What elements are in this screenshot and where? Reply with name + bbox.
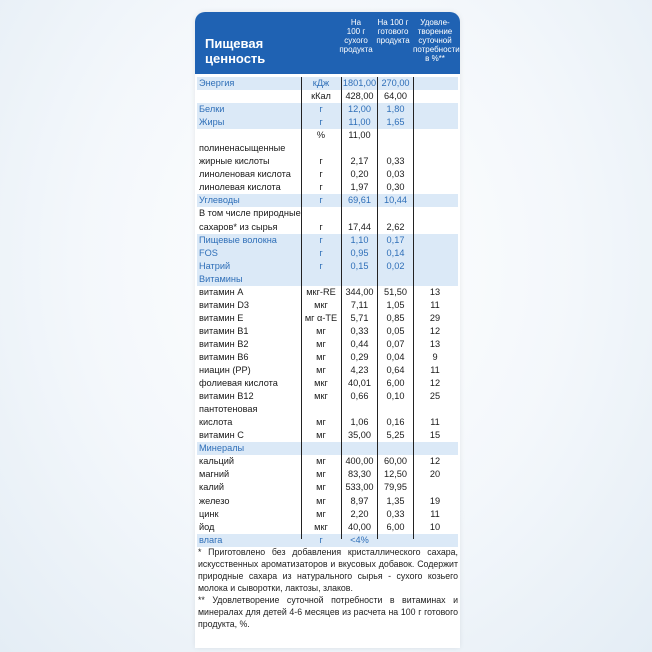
value-ready: 1,80 — [386, 104, 405, 115]
row-unit: мкг — [314, 378, 328, 389]
value-ready: 0,30 — [386, 182, 405, 193]
row-name: витамин А — [199, 286, 244, 297]
column-header-dry: На 100 г сухого продукта — [339, 18, 373, 54]
value-ready: 0,03 — [386, 169, 405, 180]
row-name: кальций — [199, 456, 235, 467]
value-daily: 13 — [429, 286, 441, 297]
table-row — [197, 207, 458, 220]
column-header-ready: На 100 г готового продукта — [376, 18, 410, 45]
value-daily: 11 — [430, 365, 440, 376]
row-unit: г — [319, 182, 323, 193]
column-header-daily: Удовле- творение суточной потребности в %** — [413, 18, 460, 63]
table-row — [197, 129, 458, 142]
value-daily: 12 — [429, 456, 441, 467]
row-unit: мг — [316, 417, 326, 428]
value-ready: 5,25 — [386, 430, 405, 441]
table-row — [197, 495, 458, 508]
value-dry: 400,00 — [345, 456, 374, 467]
value-daily: 29 — [429, 312, 441, 323]
row-name: сахаров* из сырья — [199, 221, 278, 232]
value-daily: 12 — [429, 325, 441, 336]
value-ready: 79,95 — [384, 482, 407, 493]
footnotes — [198, 546, 458, 630]
value-ready: 64,00 — [384, 91, 407, 102]
row-unit: кКал — [311, 91, 331, 102]
value-ready: 1,05 — [386, 299, 405, 310]
table-row — [197, 286, 458, 299]
row-name: железо — [199, 495, 230, 506]
value-dry: 0,95 — [350, 247, 369, 258]
row-name: Энергия — [199, 78, 235, 88]
value-ready: 1,35 — [386, 495, 405, 506]
table-header — [195, 12, 460, 74]
column-divider — [377, 77, 378, 539]
value-ready: 1,65 — [386, 117, 405, 128]
value-dry: 0,44 — [350, 338, 369, 349]
value-daily: 9 — [432, 351, 438, 362]
row-unit: мг — [316, 456, 326, 467]
value-daily: 12 — [429, 378, 441, 389]
row-name: линолевая кислота — [199, 182, 281, 193]
row-unit: мкг — [314, 391, 328, 402]
value-ready: 0,07 — [386, 338, 405, 349]
row-name: витамин В2 — [199, 338, 249, 349]
value-ready: 6,00 — [386, 521, 405, 532]
value-daily: 11 — [430, 299, 440, 310]
row-unit: г — [319, 169, 323, 180]
table-row — [197, 299, 458, 312]
row-name: кислота — [199, 417, 233, 428]
value-daily: 25 — [429, 391, 441, 402]
table-row — [197, 103, 458, 116]
value-dry: 0,33 — [350, 325, 369, 336]
value-dry: 0,66 — [350, 391, 369, 402]
table-row — [197, 260, 458, 273]
value-dry: 17,44 — [348, 221, 371, 232]
value-ready: 0,10 — [386, 391, 405, 402]
row-unit: мг — [316, 482, 326, 493]
row-unit: г — [319, 260, 323, 271]
value-dry: 12,00 — [348, 104, 371, 115]
value-dry: 2,20 — [350, 508, 369, 519]
table-row — [197, 481, 458, 494]
table-row — [197, 168, 458, 181]
table-row — [197, 116, 458, 129]
table-row — [197, 390, 458, 403]
footnote-1: * Приготовлено без добавления кристаллического сахара, искусственных ароматизаторов и вкусовых добавок. Содержит природные сахара из натурального сырья - сухого козьего молока и сыворотки, лактозы, злаков. — [198, 547, 458, 593]
table-row — [197, 312, 458, 325]
row-name: Минералы — [199, 443, 245, 454]
table-row — [197, 142, 458, 155]
row-name: линоленовая кислота — [199, 169, 291, 180]
row-unit: мг — [316, 508, 326, 519]
value-ready: 12,50 — [384, 469, 407, 480]
row-name: Жиры — [199, 117, 225, 128]
table-row — [197, 181, 458, 194]
row-unit: мкг — [314, 521, 328, 532]
column-divider — [413, 77, 414, 539]
row-unit: мг — [316, 338, 326, 349]
value-daily: 15 — [429, 430, 441, 441]
row-name: витамин Е — [199, 312, 244, 323]
value-dry: <4% — [350, 534, 369, 545]
value-dry: 69,61 — [348, 195, 371, 206]
value-dry: 83,30 — [348, 469, 371, 480]
value-ready: 0,04 — [386, 351, 405, 362]
value-dry: 7,11 — [350, 299, 369, 310]
row-name: Натрий — [199, 260, 231, 271]
row-name: витамин В6 — [199, 351, 249, 362]
value-ready: 0,33 — [386, 508, 405, 519]
value-dry: 1801,00 — [342, 78, 377, 88]
row-name: витамин В12 — [199, 391, 254, 402]
row-unit: мкг — [314, 299, 328, 310]
value-ready: 60,00 — [384, 456, 407, 467]
table-row — [197, 364, 458, 377]
row-name: йод — [199, 521, 215, 532]
value-daily: 10 — [429, 521, 441, 532]
value-ready: 51,50 — [384, 286, 407, 297]
row-unit: г — [319, 247, 323, 258]
row-name: витамин D3 — [199, 299, 250, 310]
value-dry: 8,97 — [350, 495, 369, 506]
footnote-2: ** Удовлетворение суточной потребности в витаминах и минералах для детей 4-6 месяцев из расчета на 100 г готового продукта, %. — [198, 595, 458, 629]
row-name: Белки — [199, 104, 225, 115]
table-row — [197, 377, 458, 390]
value-daily: 13 — [429, 338, 441, 349]
value-ready: 0,64 — [386, 365, 405, 376]
table-row — [197, 194, 458, 207]
value-ready: 2,62 — [386, 221, 405, 232]
value-ready: 270,00 — [381, 78, 410, 88]
table-row — [197, 429, 458, 442]
value-ready: 0,14 — [386, 247, 405, 258]
row-unit: г — [319, 195, 323, 206]
column-divider — [301, 77, 302, 539]
table-row — [197, 455, 458, 468]
row-name: витамин В1 — [199, 325, 249, 336]
row-unit: % — [316, 130, 326, 141]
value-daily: 11 — [430, 508, 440, 519]
row-unit: г — [319, 534, 323, 545]
value-daily: 20 — [429, 469, 441, 480]
value-dry: 1,06 — [350, 417, 369, 428]
value-dry: 428,00 — [345, 91, 374, 102]
value-dry: 4,23 — [350, 365, 369, 376]
row-name: ниацин (РР) — [199, 365, 251, 376]
row-name: фолиевая кислота — [199, 378, 278, 389]
row-name: полиненасыщенные — [199, 143, 286, 154]
value-dry: 40,00 — [348, 521, 371, 532]
table-row — [197, 416, 458, 429]
table-row — [197, 77, 458, 90]
row-name: жирные кислоты — [199, 156, 270, 167]
row-name: Витамины — [199, 273, 243, 284]
value-ready: 0,16 — [386, 417, 405, 428]
row-name: Углеводы — [199, 195, 240, 206]
table-row — [197, 325, 458, 338]
value-dry: 40,01 — [348, 378, 371, 389]
table-row — [197, 338, 458, 351]
value-ready: 0,33 — [386, 156, 405, 167]
table-row — [197, 403, 458, 416]
row-unit: мг — [316, 430, 326, 441]
value-ready: 0,05 — [386, 325, 405, 336]
row-unit: мг — [316, 469, 326, 480]
value-ready: 0,85 — [386, 312, 405, 323]
row-name: цинк — [199, 508, 219, 519]
table-row — [197, 534, 458, 547]
row-unit: мкг-RE — [306, 286, 336, 297]
row-unit: мг — [316, 351, 326, 362]
value-ready: 0,02 — [386, 260, 405, 271]
value-dry: 533,00 — [345, 482, 374, 493]
table-row — [197, 468, 458, 481]
nutrition-table — [197, 77, 458, 547]
row-name: калий — [199, 482, 224, 493]
row-unit: г — [319, 156, 323, 167]
value-daily: 11 — [430, 417, 440, 428]
table-row — [197, 273, 458, 286]
row-name: влага — [199, 534, 223, 545]
row-unit: мг — [316, 495, 326, 506]
value-dry: 1,97 — [350, 182, 369, 193]
value-ready: 10,44 — [384, 195, 407, 206]
table-row — [197, 90, 458, 103]
value-dry: 344,00 — [345, 286, 374, 297]
table-row — [197, 508, 458, 521]
row-unit: мг α-TE — [304, 312, 338, 323]
table-row — [197, 155, 458, 168]
table-row — [197, 221, 458, 234]
table-row — [197, 351, 458, 364]
row-unit: г — [319, 221, 323, 232]
row-name: В том числе природные — [199, 208, 301, 219]
value-dry: 11,00 — [348, 117, 371, 128]
value-dry: 35,00 — [348, 430, 371, 441]
row-name: магний — [199, 469, 230, 480]
row-unit: кДж — [312, 78, 330, 88]
value-daily: 19 — [429, 495, 441, 506]
table-row — [197, 247, 458, 260]
row-unit: мг — [316, 325, 326, 336]
value-dry: 0,15 — [350, 260, 369, 271]
value-ready: 6,00 — [386, 378, 405, 389]
row-unit: мг — [316, 365, 326, 376]
table-row — [197, 442, 458, 455]
value-dry: 0,20 — [350, 169, 369, 180]
value-dry: 1,10 — [350, 234, 369, 245]
value-dry: 0,29 — [350, 351, 369, 362]
row-unit: г — [319, 104, 323, 115]
value-dry: 11,00 — [348, 130, 371, 141]
page-title: Пищевая ценность — [205, 36, 266, 66]
column-divider — [341, 77, 342, 539]
row-name: FOS — [199, 247, 218, 258]
value-ready: 0,17 — [386, 234, 405, 245]
row-unit: г — [319, 234, 323, 245]
row-name: Пищевые волокна — [199, 234, 277, 245]
value-dry: 5,71 — [350, 312, 369, 323]
row-name: пантотеновая — [199, 404, 258, 415]
row-name: витамин С — [199, 430, 244, 441]
table-row — [197, 521, 458, 534]
value-dry: 2,17 — [350, 156, 369, 167]
table-row — [197, 234, 458, 247]
row-unit: г — [319, 117, 323, 128]
